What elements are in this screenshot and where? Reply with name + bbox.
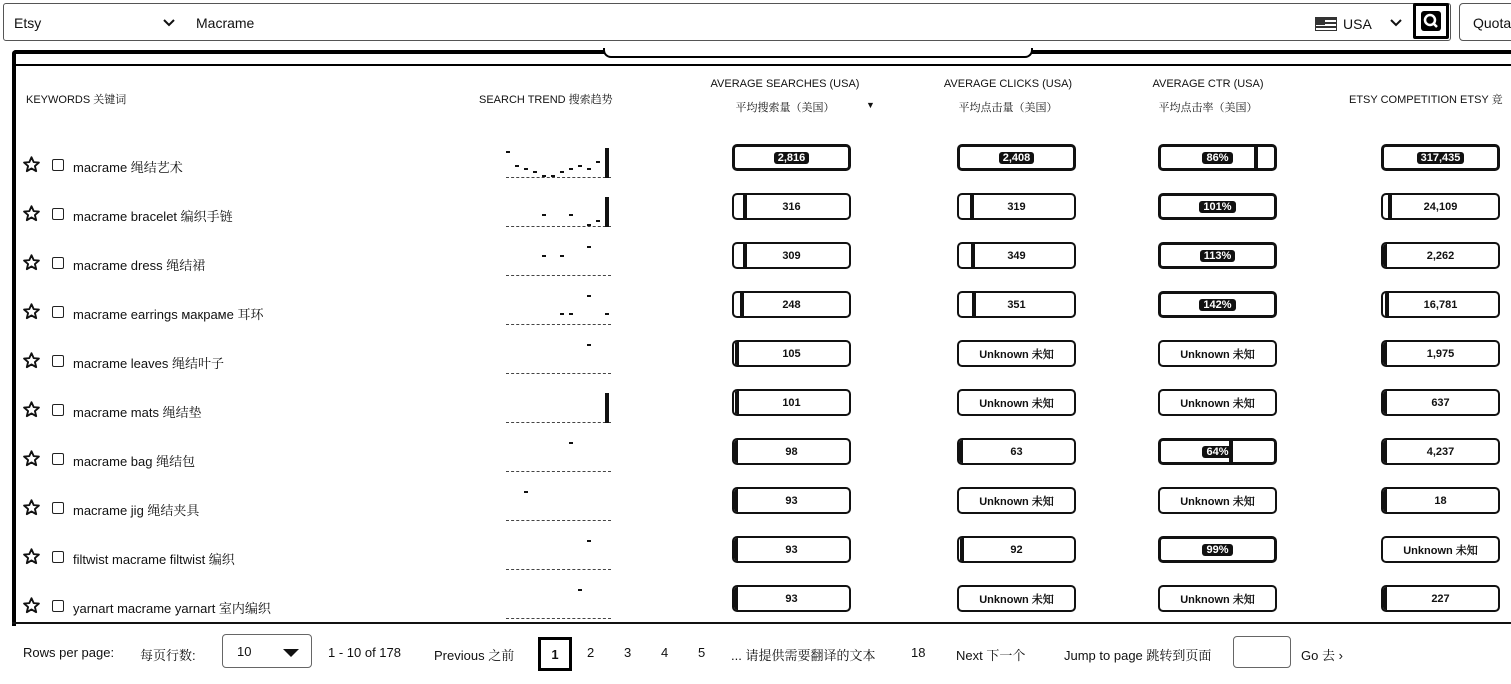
star-icon[interactable] xyxy=(23,450,40,467)
header-etsy-competition[interactable]: ETSY COMPETITION ETSY 竞 xyxy=(1349,94,1503,106)
page-button[interactable]: 5 xyxy=(698,645,706,660)
average-searches-cell: 316 xyxy=(732,193,851,220)
pagination-bar xyxy=(0,628,1511,684)
search-trend-sparkline xyxy=(506,534,616,570)
trend-bar xyxy=(560,313,564,325)
trend-bar xyxy=(551,175,555,178)
etsy-competition-cell: 317,435 xyxy=(1381,144,1500,171)
average-clicks-cell: 63 xyxy=(957,438,1076,465)
average-searches-cell: 93 xyxy=(732,585,851,612)
trend-bar xyxy=(578,589,582,619)
header-average-clicks-zh: 平均点击量（美国） xyxy=(958,102,1058,114)
average-searches-cell: 101 xyxy=(732,389,851,416)
trend-bar xyxy=(506,151,510,178)
table-frame-tab xyxy=(603,48,1033,58)
average-clicks-cell: 349 xyxy=(957,242,1076,269)
header-keywords[interactable]: KEYWORDS 关键词 xyxy=(26,94,127,106)
trend-bar xyxy=(560,255,564,276)
trend-bar xyxy=(542,175,546,178)
etsy-competition-cell: 1,975 xyxy=(1381,340,1500,367)
average-ctr-cell: 113% xyxy=(1158,242,1277,269)
average-searches-cell: 2,816 xyxy=(732,144,851,171)
average-clicks-cell: Unknown 未知 xyxy=(957,487,1076,514)
trend-bar xyxy=(569,313,573,325)
average-ctr-cell: Unknown 未知 xyxy=(1158,487,1277,514)
dropdown-triangle-icon xyxy=(283,649,299,657)
average-searches-cell: 98 xyxy=(732,438,851,465)
trend-bar xyxy=(596,220,600,227)
previous-page-button[interactable]: Previous 之前 xyxy=(434,648,515,663)
top-bar xyxy=(0,0,1511,44)
header-average-searches-zh: 平均搜索量（美国） xyxy=(735,102,835,114)
trend-bar xyxy=(542,255,546,276)
trend-bar xyxy=(524,168,528,178)
trend-bar xyxy=(587,168,591,178)
us-flag-icon xyxy=(1315,17,1337,31)
keyword-text[interactable]: macrame mats 绳结垫 xyxy=(73,405,202,420)
search-input[interactable]: Macrame xyxy=(196,15,255,31)
etsy-competition-cell: 227 xyxy=(1381,585,1500,612)
search-trend-sparkline xyxy=(506,338,616,374)
rows-per-page-label-zh: 每页行数: xyxy=(140,648,196,663)
average-clicks-cell: 319 xyxy=(957,193,1076,220)
star-icon[interactable] xyxy=(23,401,40,418)
keyword-text[interactable]: macrame earrings макраме 耳环 xyxy=(73,307,264,322)
page-button-last[interactable]: 18 xyxy=(911,645,926,660)
average-searches-cell: 309 xyxy=(732,242,851,269)
keyword-text[interactable]: macrame 绳结艺术 xyxy=(73,160,183,175)
keyword-text[interactable]: yarnart macrame yarnart 室内编织 xyxy=(73,601,271,616)
keyword-text[interactable]: macrame jig 绳结夹具 xyxy=(73,503,200,518)
trend-bar xyxy=(587,540,591,570)
row-checkbox[interactable] xyxy=(52,208,64,220)
star-icon[interactable] xyxy=(23,205,40,222)
trend-bar xyxy=(605,197,609,227)
trend-bar xyxy=(542,214,546,227)
header-average-searches[interactable] xyxy=(700,77,870,115)
page-range: 1 - 10 of 178 xyxy=(328,645,401,660)
etsy-competition-cell: 2,262 xyxy=(1381,242,1500,269)
table-divider xyxy=(12,622,1511,624)
rows-per-page-select[interactable] xyxy=(222,634,312,668)
quota-button[interactable]: Quota xyxy=(1459,3,1511,41)
average-clicks-cell: 351 xyxy=(957,291,1076,318)
average-ctr-cell: 142% xyxy=(1158,291,1277,318)
trend-bar xyxy=(587,246,591,276)
star-icon[interactable] xyxy=(23,254,40,271)
average-searches-cell: 93 xyxy=(732,536,851,563)
average-clicks-cell: 92 xyxy=(957,536,1076,563)
trend-bar xyxy=(605,313,609,325)
page-button[interactable]: 2 xyxy=(587,645,595,660)
etsy-competition-cell: Unknown 未知 xyxy=(1381,536,1500,563)
row-checkbox[interactable] xyxy=(52,306,64,318)
country-select[interactable] xyxy=(1315,14,1372,34)
average-ctr-cell: Unknown 未知 xyxy=(1158,340,1277,367)
row-checkbox[interactable] xyxy=(52,159,64,171)
header-average-ctr-en: AVERAGE CTR (USA) xyxy=(1152,78,1264,90)
average-clicks-cell: Unknown 未知 xyxy=(957,389,1076,416)
jump-to-page-label: Jump to page 跳转到页面 xyxy=(1064,648,1212,663)
average-searches-cell: 248 xyxy=(732,291,851,318)
star-icon[interactable] xyxy=(23,352,40,369)
trend-bar xyxy=(569,214,573,227)
row-checkbox[interactable] xyxy=(52,404,64,416)
average-ctr-cell: Unknown 未知 xyxy=(1158,389,1277,416)
star-icon[interactable] xyxy=(23,156,40,173)
etsy-competition-cell: 4,237 xyxy=(1381,438,1500,465)
search-trend-sparkline xyxy=(506,142,616,178)
page-button[interactable]: 4 xyxy=(661,645,669,660)
page-button-current[interactable]: 1 xyxy=(538,637,572,671)
trend-bar xyxy=(587,295,591,325)
search-trend-sparkline xyxy=(506,387,616,423)
row-checkbox[interactable] xyxy=(52,453,64,465)
trend-bar xyxy=(578,165,582,178)
average-ctr-cell: 64% xyxy=(1158,438,1277,465)
average-ctr-cell: Unknown 未知 xyxy=(1158,585,1277,612)
header-average-clicks-en: AVERAGE CLICKS (USA) xyxy=(943,78,1073,90)
keyword-text[interactable]: macrame leaves 绳结叶子 xyxy=(73,356,224,371)
header-average-searches-en: AVERAGE SEARCHES (USA) xyxy=(710,78,860,90)
average-clicks-cell: 2,408 xyxy=(957,144,1076,171)
header-average-ctr[interactable] xyxy=(1134,77,1282,115)
search-trend-sparkline xyxy=(506,436,616,472)
keyword-text[interactable]: filtwist macrame filtwist 编织 xyxy=(73,552,235,567)
page-button[interactable]: 3 xyxy=(624,645,632,660)
search-icon xyxy=(1420,10,1442,32)
search-trend-sparkline xyxy=(506,191,616,227)
go-button[interactable]: Go 去 › xyxy=(1301,648,1343,663)
marketplace-select-value[interactable]: Etsy xyxy=(14,15,42,31)
chevron-down-icon[interactable] xyxy=(161,15,177,31)
search-trend-sparkline xyxy=(506,289,616,325)
header-average-ctr-zh: 平均点击率（美国） xyxy=(1158,102,1258,114)
row-checkbox[interactable] xyxy=(52,355,64,367)
star-icon[interactable] xyxy=(23,548,40,565)
average-clicks-cell: Unknown 未知 xyxy=(957,340,1076,367)
row-checkbox[interactable] xyxy=(52,502,64,514)
search-trend-sparkline xyxy=(506,485,616,521)
trend-bar xyxy=(524,491,528,521)
search-trend-sparkline xyxy=(506,240,616,276)
trend-bar xyxy=(587,344,591,374)
average-ctr-cell: 99% xyxy=(1158,536,1277,563)
search-button[interactable] xyxy=(1413,3,1449,39)
etsy-competition-cell: 637 xyxy=(1381,389,1500,416)
jump-to-page-input[interactable] xyxy=(1233,636,1291,668)
row-checkbox[interactable] xyxy=(52,257,64,269)
star-icon[interactable] xyxy=(23,597,40,614)
rows-per-page-value: 10 xyxy=(237,644,252,659)
trend-bar xyxy=(569,168,573,178)
next-page-button[interactable]: Next 下一个 xyxy=(956,648,1026,663)
header-search-trend[interactable]: SEARCH TREND 搜索趋势 xyxy=(479,94,613,106)
trend-bar xyxy=(596,161,600,178)
rows-per-page-label: Rows per page: xyxy=(23,645,115,660)
search-trend-sparkline xyxy=(506,583,616,619)
star-icon[interactable] xyxy=(23,499,40,516)
average-ctr-cell: 101% xyxy=(1158,193,1277,220)
row-checkbox[interactable] xyxy=(52,551,64,563)
search-bar xyxy=(3,3,1451,41)
star-icon[interactable] xyxy=(23,303,40,320)
trend-bar xyxy=(605,148,609,178)
average-ctr-cell: 86% xyxy=(1158,144,1277,171)
average-searches-cell: 93 xyxy=(732,487,851,514)
country-label: USA xyxy=(1343,16,1372,32)
chevron-down-icon[interactable] xyxy=(1388,15,1404,31)
trend-bar xyxy=(569,442,573,472)
trend-bar xyxy=(587,224,591,227)
average-searches-cell: 105 xyxy=(732,340,851,367)
keyword-text[interactable]: macrame bag 绳结包 xyxy=(73,454,196,469)
header-average-clicks[interactable] xyxy=(930,77,1086,115)
average-clicks-cell: Unknown 未知 xyxy=(957,585,1076,612)
keyword-text[interactable]: macrame dress 绳结裙 xyxy=(73,258,206,273)
trend-bar xyxy=(533,171,537,178)
etsy-competition-cell: 16,781 xyxy=(1381,291,1500,318)
sort-desc-icon[interactable]: ▼ xyxy=(866,100,875,110)
row-checkbox[interactable] xyxy=(52,600,64,612)
etsy-competition-cell: 18 xyxy=(1381,487,1500,514)
trend-bar xyxy=(605,393,609,423)
trend-bar xyxy=(515,165,519,178)
trend-bar xyxy=(560,171,564,178)
keyword-text[interactable]: macrame bracelet 编织手链 xyxy=(73,209,233,224)
pagination-ellipsis: ... 请提供需要翻译的文本 xyxy=(731,648,876,663)
etsy-competition-cell: 24,109 xyxy=(1381,193,1500,220)
